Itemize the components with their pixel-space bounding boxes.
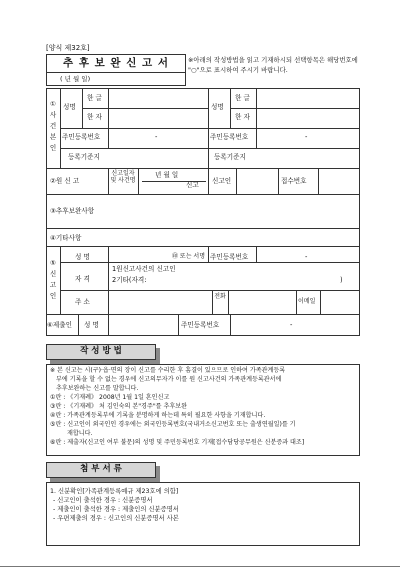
attach-line: - 신고인이 출석한 경우 : 신분증명서	[53, 497, 153, 504]
address-label: 주 소	[75, 298, 90, 306]
submitter-rrn-dash: -	[290, 321, 293, 329]
rrn-dash-left: -	[155, 133, 158, 141]
section5-label: ⑤ 신고인	[49, 259, 57, 300]
supplement-label: ③추후보완사항	[50, 207, 95, 215]
instruction-line: ④란 : 가족관계등록부에 기록을 분명하게 하는데 특히 필요한 사항을 기재합니다.	[50, 412, 266, 419]
orig-report-label: ②원 신 고	[50, 177, 80, 185]
rrn-label-right: 주민등록번호	[210, 133, 249, 141]
name-label-right: 성명	[211, 103, 224, 111]
bottom-rule	[0, 566, 400, 567]
instruction-line: ③란 : 《기재례》 처 김인숙의 본"경주"를 추후보완	[50, 403, 188, 410]
reporter-label: 신고인	[212, 177, 232, 185]
instruction-line: 재합니다.	[67, 430, 93, 437]
attachments-title: 첨 부 서 류	[80, 464, 122, 474]
hangul-label-left: 한 글	[87, 94, 102, 102]
receipt-no-label: 접수번호	[281, 177, 307, 185]
reporter-rrn-dash: -	[305, 253, 308, 261]
reporter-name-label: 성 명	[75, 253, 90, 261]
regbase-label-left: 등록기준지	[68, 153, 100, 161]
instruction-line: ⑥란 : 제출자(신고인 여부 불문)의 성명 및 주민등록번호 기재[접수담당공무원은 신분증과 대조]	[50, 439, 305, 446]
instruction-line: 부에 기록을 할 수 없는 경우에 신고의무자가 이를 원 신고사건의 가족관계등록관서에	[56, 376, 282, 383]
form-number: [양식 제32호]	[46, 44, 90, 52]
instruction-line: ※ 본 신고는 시(구)·읍·면의 장이 신고를 수리한 후 흠결이 있으므로 인하여 가족관계등록	[50, 367, 286, 374]
attach-line: 1. 신분확인[가족관계등록예규 제23호에 의함]	[50, 488, 179, 495]
instruction-line: ①란 : 《기재례》 2008년 1월 1일 혼인신고	[50, 394, 170, 401]
how-to-title: 작 성 방 법	[80, 346, 122, 356]
instruction-line: 추후보완하는 신고를 말합니다.	[56, 385, 139, 392]
submitter-rrn-label: 주민등록번호	[181, 321, 220, 329]
regbase-label-right: 등록기준지	[214, 153, 246, 161]
submitter-label: ⑥제출인	[47, 321, 73, 329]
email-label: 이메일	[298, 298, 316, 305]
report-ymd: 년 월 일	[155, 171, 179, 179]
name-label-left: 성명	[63, 103, 76, 111]
attach-line: - 제출인이 출석한 경우 : 제출인의 신분증명서	[53, 506, 179, 513]
hanja-label-left: 한 자	[87, 113, 102, 121]
report-singo: 신고	[186, 181, 199, 189]
submitter-name-label: 성 명	[84, 321, 99, 329]
reporter-rrn-label: 주민등록번호	[210, 253, 249, 261]
instruction-line: ⑤란 : 신고인이 외국인인 경우에는 외국인등록번호(국내거소신고번호 또는 출생연월일)를 기	[50, 421, 296, 428]
qualification-label: 자 격	[75, 275, 90, 283]
section1-label: ① 사건본인	[49, 100, 57, 152]
qualification-close: )	[340, 276, 343, 284]
rrn-dash-right: -	[305, 133, 308, 141]
attach-line: - 우편제출의 경우 : 신고인의 신분증명서 사본	[53, 515, 179, 522]
rrn-label-left: 주민등록번호	[62, 133, 101, 141]
form-title: 추 후 보 완 신 고 서	[63, 57, 169, 69]
seal-note: ㊞ 또는 서명	[172, 253, 205, 260]
phone-label: 전화	[214, 293, 226, 300]
qualification-option-1[interactable]: 1원신고사건의 신고인	[112, 265, 176, 273]
hangul-label-right: 한 글	[235, 94, 250, 102]
notice: ※아래의 작성방법을 읽고 기재하시되 선택항목은 해당번호에 "○"으로 표시하여 주시기 바랍니다.	[188, 56, 358, 74]
report-date-label: 신고일자 및 사건명	[110, 170, 136, 184]
hanja-label-right: 한 자	[235, 113, 250, 121]
qualification-option-2[interactable]: 2기타(자격:	[112, 276, 147, 284]
other-label: ④기타사항	[50, 234, 82, 242]
date-line: ( 년 월 일)	[60, 75, 91, 83]
